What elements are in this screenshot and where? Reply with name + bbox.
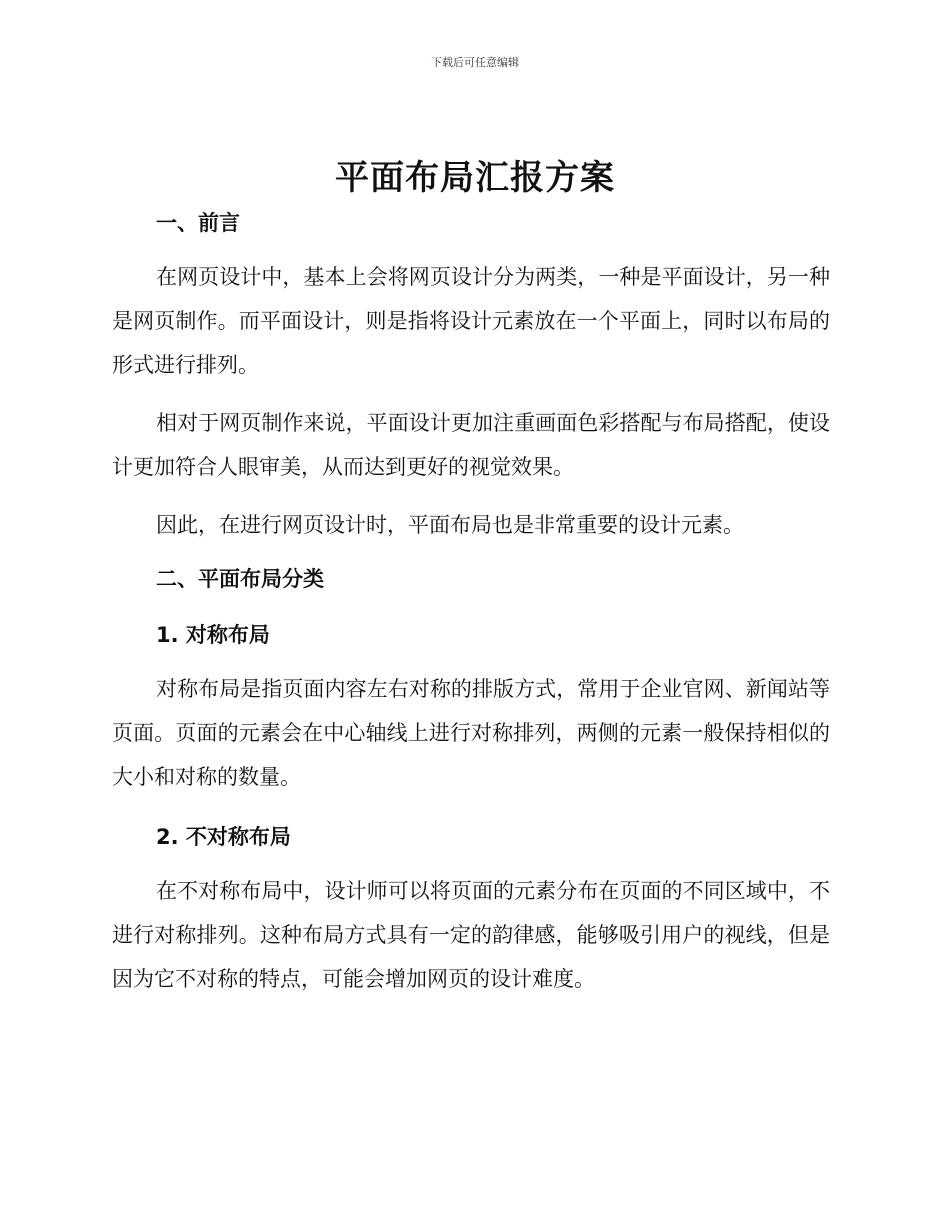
section-heading-categories: 二、平面布局分类 — [156, 567, 324, 591]
subsection-heading-asymmetric: 2. 不对称布局 — [156, 825, 291, 849]
paragraph: 在网页设计中，基本上会将网页设计分为两类，一种是平面设计，另一种是网页制作。而平面设计，则是指将设计元素放在一个平面上，同时以布局的形式进行排列。 — [112, 265, 830, 377]
paragraph: 对称布局是指页面内容左右对称的排版方式，常用于企业官网、新闻站等页面。页面的元素会在中心轴线上进行对称排列，两侧的元素一般保持相似的大小和对称的数量。 — [112, 677, 830, 789]
paragraph: 相对于网页制作来说，平面设计更加注重画面色彩搭配与布局搭配，使设计更加符合人眼审美，从而达到更好的视觉效果。 — [112, 411, 830, 479]
header-note: 下载后可任意编辑 — [431, 56, 519, 69]
paragraph: 因此，在进行网页设计时，平面布局也是非常重要的设计元素。 — [156, 513, 744, 537]
document-body — [112, 205, 830, 1001]
document-title: 平面布局汇报方案 — [335, 158, 615, 198]
section-heading-preface: 一、前言 — [156, 211, 240, 235]
subsection-heading-symmetric: 1. 对称布局 — [156, 623, 270, 647]
paragraph: 在不对称布局中，设计师可以将页面的元素分布在页面的不同区域中，不进行对称排列。这种布局方式具有一定的韵律感，能够吸引用户的视线，但是因为它不对称的特点，可能会增加网页的设计难度。 — [112, 879, 830, 991]
